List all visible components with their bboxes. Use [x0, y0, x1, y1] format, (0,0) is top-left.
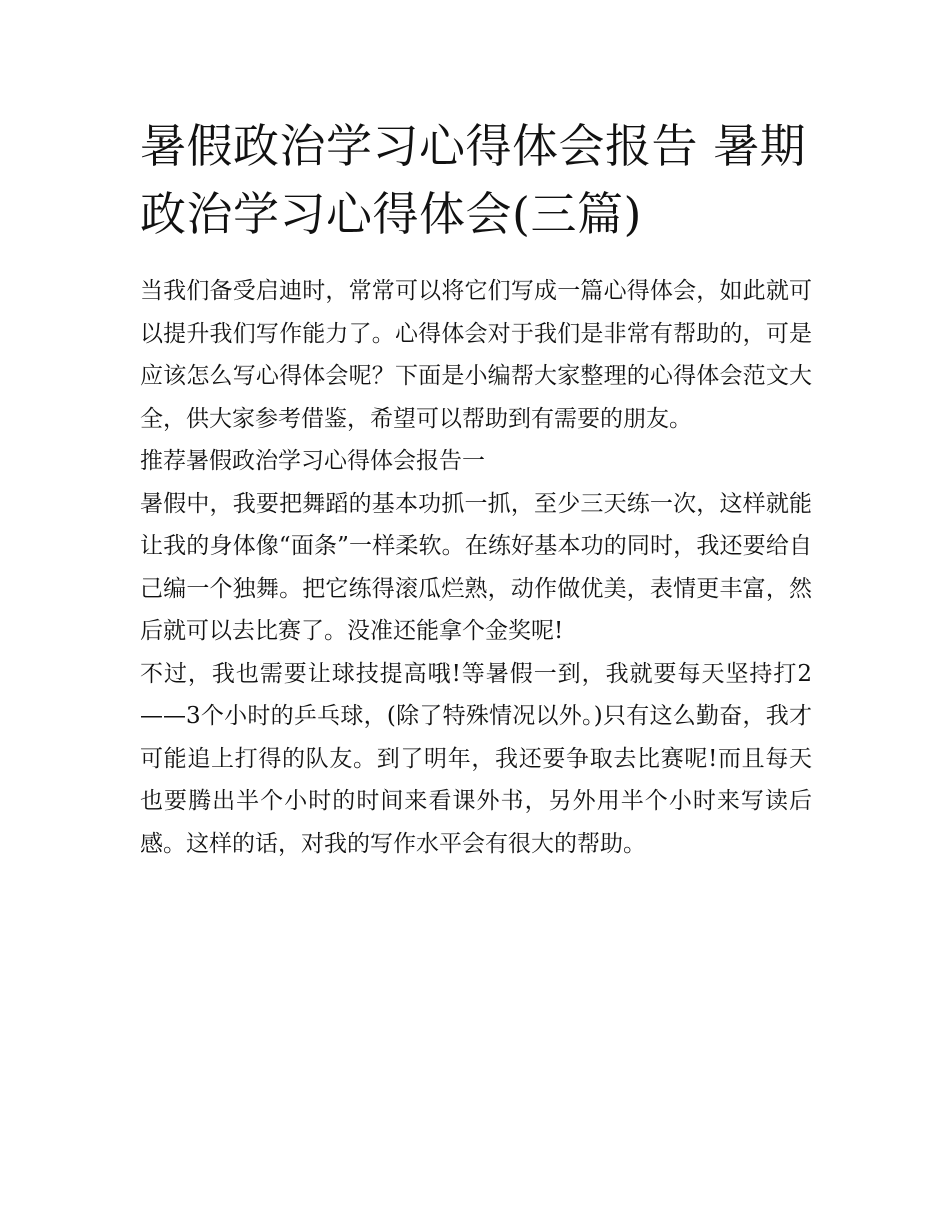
body-paragraph-dance: 暑假中，我要把舞蹈的基本功抓一抓，至少三天练一次，这样就能让我的身体像“面条”一样柔软。在练好基本功的同时，我还要给自己编一个独舞。把它练得滚瓜烂熟，动作做优美，表情更丰富，然后就可以去比赛了。没准还能拿个金奖呢! — [140, 490, 812, 644]
document-body — [140, 270, 812, 865]
document-page — [140, 112, 812, 865]
body-paragraph-pingpong: 不过，我也需要让球技提高哦!等暑假一到，我就要每天坚持打2——3个小时的乒乓球，(除了特殊情况以外。)只有这么勤奋，我才可能追上打得的队友。到了明年，我还要争取去比赛呢!而且每天也要腾出半个小时的时间来看课外书，另外用半个小时来写读后感。这样的话，对我的写作水平会有很大的帮助。 — [140, 660, 812, 857]
section-heading: 推荐暑假政治学习心得体会报告一 — [140, 448, 485, 474]
document-title: 暑假政治学习心得体会报告 暑期政治学习心得体会(三篇) — [140, 119, 807, 241]
intro-paragraph: 当我们备受启迪时，常常可以将它们写成一篇心得体会，如此就可以提升我们写作能力了。心得体会对于我们是非常有帮助的，可是应该怎么写心得体会呢？下面是小编帮大家整理的心得体会范文大全，供大家参考借鉴，希望可以帮助到有需要的朋友。 — [140, 278, 812, 432]
